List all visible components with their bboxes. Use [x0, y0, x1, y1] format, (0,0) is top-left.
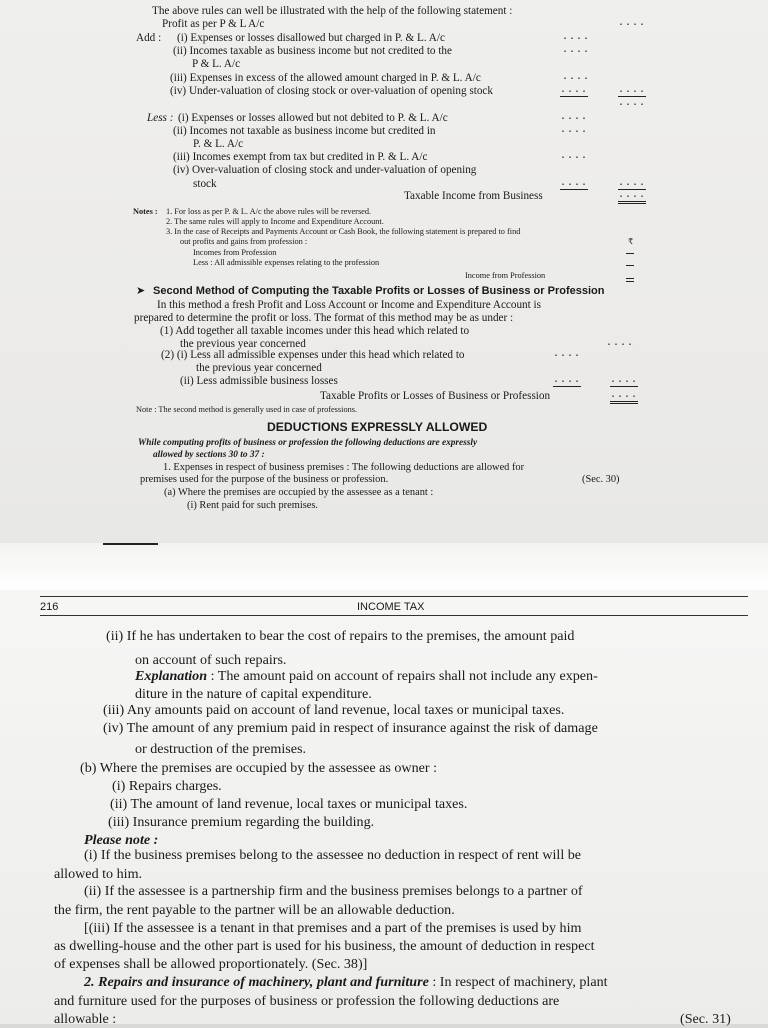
please-note-label: Please note : [84, 832, 159, 848]
para-line: (iii) Any amounts paid on account of land revenue, local taxes or municipal taxes. [103, 702, 565, 718]
para-line: (i) If the business premises belong to the assessee no deduction in respect of rent will be [84, 847, 582, 863]
taxable-income-label: Taxable Income from Business [404, 190, 543, 202]
dots: .... [562, 72, 591, 83]
para-line: diture in the nature of capital expenditure. [135, 686, 372, 702]
sec-30-ref: (Sec. 30) [582, 474, 620, 485]
para-line: allowable : [54, 1011, 117, 1027]
add-label: Add : [136, 32, 162, 44]
less-item-2: (ii) Incomes not taxable as business income but credited in [173, 125, 436, 137]
para-line: (iii) Insurance premium regarding the building. [108, 814, 375, 830]
less-item-2-cont: P. & L. A/c [193, 138, 244, 150]
para-line: the firm, the rent payable to the partner will be an allowable deduction. [54, 902, 455, 918]
para-line: [(iii) If the assessee is a tenant in that premises and a part of the premises is used by him [84, 920, 582, 936]
dots: .... [560, 112, 589, 123]
bullet-arrow-icon: ➤ [136, 285, 146, 297]
note-2: 2. The same rules will apply to Income and Expenditure Account. [166, 217, 384, 226]
sec-31-ref: (Sec. 31) [680, 1011, 731, 1027]
note-second-method: Note : The second method is generally used in case of professions. [136, 405, 358, 414]
para-line: (ii) The amount of land revenue, local taxes or municipal taxes. [110, 796, 468, 812]
notes-label: Notes : [133, 207, 158, 216]
dots: .... [553, 349, 582, 360]
para-line: (ii) If the assessee is a partnership firm and the business premises belongs to a partner of [84, 883, 583, 899]
second-method-para-1: In this method a fresh Profit and Loss Account or Income and Expenditure Account is [157, 299, 542, 311]
item1-line-1: 1. Expenses in respect of business premises : The following deductions are allowed for [163, 462, 525, 473]
para-line: (ii) If he has undertaken to bear the cost of repairs to the premises, the amount paid [106, 628, 575, 644]
dots: .... [618, 178, 647, 189]
page-gap [0, 543, 768, 590]
explanation-label: Explanation [135, 668, 208, 684]
note-less: Less : All admissible expenses relating to the profession [193, 258, 380, 267]
para-line: allowed to him. [54, 866, 143, 882]
note-3-cont: out profits and gains from profession : [180, 237, 308, 246]
second-item-1: (1) Add together all taxable incomes under this head which related to [160, 325, 470, 337]
second-item-1-cont: the previous year concerned [180, 338, 306, 350]
add-item-2: (ii) Incomes taxable as business income but not credited to the [173, 45, 452, 57]
para-line: as dwelling-house and the other part is used for his business, the amount of deduction in respect [54, 938, 595, 954]
dash-mark [626, 253, 634, 254]
intro-line: The above rules can well be illustrated with the help of the following statement : [152, 5, 513, 17]
profit-line: Profit as per P & L A/c [162, 18, 265, 30]
header-rule [40, 596, 748, 597]
explanation-line [135, 668, 598, 685]
dots: .... [553, 375, 582, 386]
note-1: 1. For loss as per P. & L. A/c the above rules will be reversed. [166, 207, 372, 216]
repairs-label: 2. Repairs and insurance of machinery, plant and furniture [84, 974, 429, 990]
explanation-text: : The amount paid on account of repairs shall not include any expen- [207, 668, 598, 684]
dash-mark [626, 265, 634, 266]
dots: .... [618, 18, 647, 29]
para-line: and furniture used for the purposes of business or profession the following deductions are [54, 993, 560, 1009]
repairs-line [84, 974, 608, 991]
dots: .... [606, 338, 635, 349]
dots: .... [560, 85, 589, 96]
add-item-2-cont: P & L. A/c [192, 58, 241, 70]
rupee-symbol: ₹ [628, 237, 634, 246]
para-line: of expenses shall be allowed proportionately. (Sec. 38)] [54, 956, 368, 972]
add-item-4: (iv) Under-valuation of closing stock or over-valuation of opening stock [170, 85, 493, 97]
add-item-1: (i) Expenses or losses disallowed but charged in P. & L. A/c [177, 32, 445, 44]
less-item-4-cont: stock [193, 178, 217, 190]
note-incomes: Incomes from Profession [193, 248, 277, 257]
item1-line-3: (a) Where the premises are occupied by the assessee as a tenant : [164, 487, 434, 498]
second-item-3: (ii) Less admissible business losses [180, 375, 338, 387]
second-item-2-cont: the previous year concerned [196, 362, 322, 374]
dots: .... [562, 45, 591, 56]
less-item-1: (i) Expenses or losses allowed but not debited to P. & L. A/c [178, 112, 448, 124]
taxable-profits-label: Taxable Profits or Losses of Business or Profession [320, 390, 551, 402]
second-method-heading: Second Method of Computing the Taxable Profits or Losses of Business or Profession [153, 285, 605, 297]
second-method-para-2: prepared to determine the profit or loss. The format of this method may be as under : [134, 312, 514, 324]
page-edge-mark [103, 543, 158, 545]
dots: .... [618, 85, 647, 96]
running-head: INCOME TAX [357, 601, 425, 613]
deductions-para-2: allowed by sections 30 to 37 : [153, 450, 265, 460]
para-line: or destruction of the premises. [135, 741, 307, 757]
note-income-profession: Income from Profession [465, 271, 546, 280]
dots: .... [560, 178, 589, 189]
less-item-3: (iii) Incomes exempt from tax but credited in P. & L. A/c [173, 151, 428, 163]
item1-line-2: premises used for the purpose of the business or profession. [140, 474, 389, 485]
deductions-heading: DEDUCTIONS EXPRESSLY ALLOWED [267, 420, 488, 434]
add-item-3: (iii) Expenses in excess of the allowed amount charged in P. & L. A/c [170, 72, 481, 84]
para-line: (b) Where the premises are occupied by the assessee as owner : [80, 760, 438, 776]
repairs-text: : In respect of machinery, plant [428, 974, 608, 990]
deductions-para-1: While computing profits of business or profession the following deductions are expressly [138, 438, 478, 448]
less-item-4: (iv) Over-valuation of closing stock and under-valuation of opening [173, 164, 477, 176]
para-line: (i) Repairs charges. [112, 778, 222, 794]
page-number: 216 [40, 601, 59, 613]
dash-mark [626, 281, 634, 282]
dash-mark [626, 278, 634, 279]
less-label: Less : [147, 112, 174, 124]
dots: .... [562, 32, 591, 43]
para-line: (iv) The amount of any premium paid in respect of insurance against the risk of damage [103, 720, 598, 736]
item1-line-4: (i) Rent paid for such premises. [187, 500, 319, 511]
dots: .... [618, 98, 647, 109]
para-line: on account of such repairs. [135, 652, 287, 668]
dots: .... [610, 390, 638, 404]
dots: .... [560, 125, 589, 136]
note-3: 3. In the case of Receipts and Payments Account or Cash Book, the following statement is prepared to find [166, 227, 521, 236]
second-item-2: (2) (i) Less all admissible expenses under this head which related to [161, 349, 465, 361]
header-rule [40, 615, 748, 616]
dots: .... [610, 375, 639, 386]
dots: .... [618, 190, 646, 204]
dots: .... [560, 151, 589, 162]
